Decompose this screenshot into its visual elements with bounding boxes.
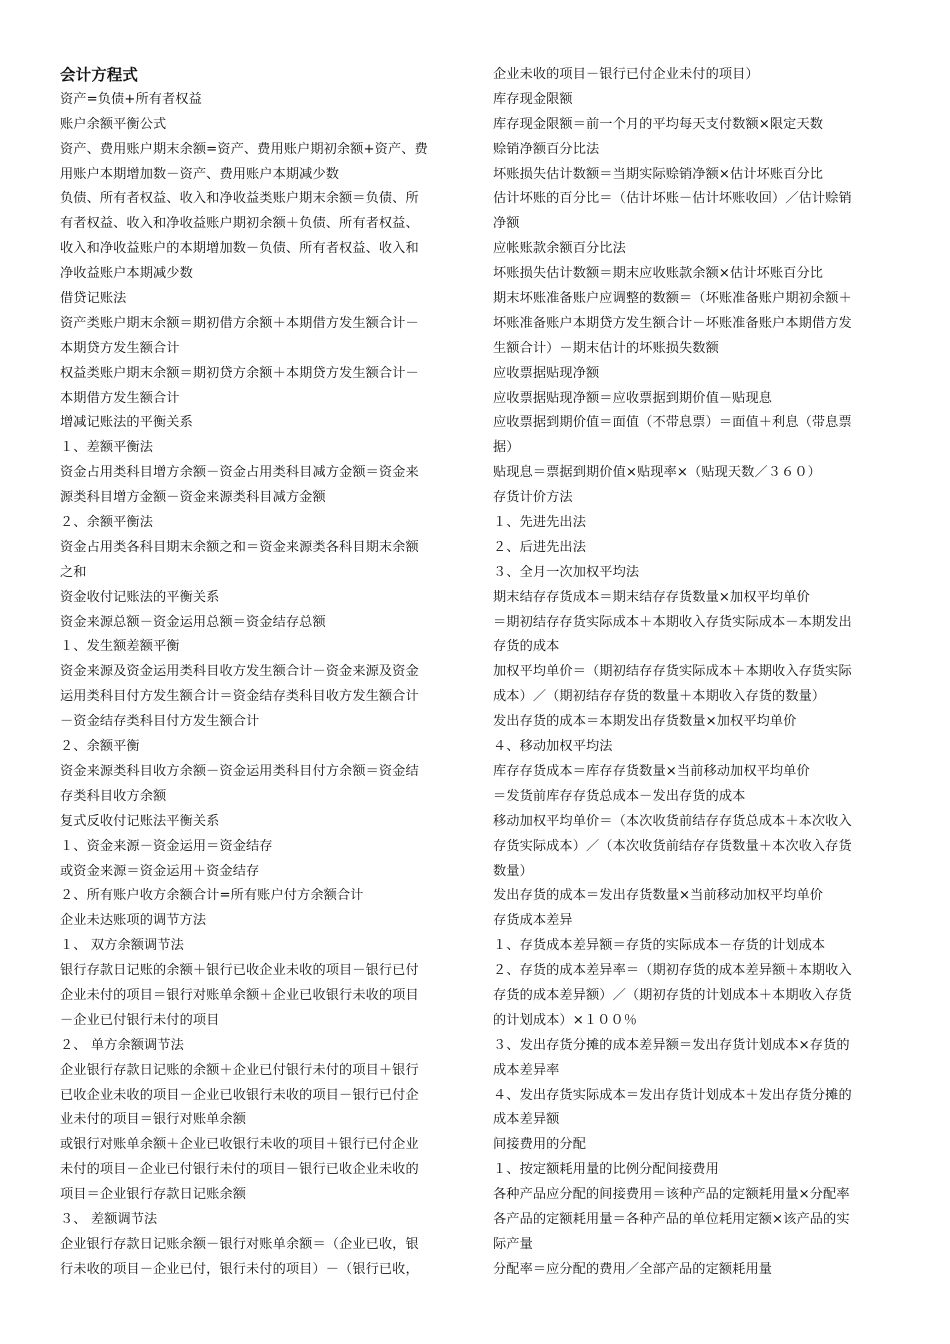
right-text-line: 各种产品应分配的间接费用＝该种产品的定额耗用量×分配率: [493, 1187, 850, 1203]
left-text-line: 本期贷方发生额合计: [60, 340, 180, 356]
left-text-line: 收入和净收益账户的本期增加数－负债、所有者权益、收入和: [60, 241, 419, 257]
right-text-line: 应收票据到期价值＝面值（不带息票）＝面值＋利息（带息票: [493, 415, 852, 431]
right-text-line: 成本差异额: [493, 1112, 560, 1128]
left-text-line: ２、余额平衡: [60, 739, 140, 755]
right-text-line: 分配率＝应分配的费用／全部产品的定额耗用量: [493, 1261, 773, 1277]
left-text-line: 资金占用类科目增方余额－资金占用类科目减方金额＝资金来: [60, 465, 419, 481]
right-text-line: １、按定额耗用量的比例分配间接费用: [493, 1162, 719, 1178]
right-text-line: 各产品的定额耗用量＝各种产品的单位耗用定额×该产品的实: [493, 1211, 850, 1227]
right-text-line: 贴现息＝票据到期价值×贴现率×（贴现天数／３６０）: [493, 465, 821, 481]
right-text-line: 存货的成本差异额）／（期初存货的计划成本＋本期收入存货: [493, 987, 852, 1003]
right-text-line: ＝期初结存存货实际成本＋本期收入存货实际成本－本期发出: [493, 614, 852, 630]
right-text-line: 发出存货的成本＝发出存货数量×当前移动加权平均单价: [493, 888, 824, 904]
left-text-line: 行未收的项目－企业已付，银行未付的项目）－（银行已收，: [60, 1261, 419, 1277]
left-text-line: －企业已付银行未付的项目: [60, 1012, 220, 1028]
right-text-line: ３、全月一次加权平均法: [493, 564, 640, 580]
right-text-line: 生额合计）－期末估计的坏账损失数额: [493, 340, 719, 356]
left-text-line: 净收益账户本期减少数: [60, 266, 193, 282]
right-text-line: 期末坏账准备账户应调整的数额＝（坏账准备账户期初余额＋: [493, 291, 852, 307]
left-text-line: ３、 差额调节法: [60, 1211, 158, 1227]
left-text-line: 权益类账户期末余额＝期初贷方余额＋本期贷方发生额合计－: [60, 365, 419, 381]
right-text-line: 净额: [493, 216, 520, 232]
left-text-line: 资产、费用账户期末余额=资产、费用账户期初余额+资产、费: [60, 141, 428, 157]
left-text-line: １、 双方余额调节法: [60, 938, 184, 954]
left-text-line: 或银行对账单余额＋企业已收银行未收的项目＋银行已付企业: [60, 1137, 419, 1153]
right-text-line: 应收票据贴现净额＝应收票据到期价值－贴现息: [493, 390, 773, 406]
right-text-line: ４、移动加权平均法: [493, 739, 613, 755]
left-text-line: 企业未付的项目＝银行对账单余额＋企业已收银行未收的项目: [60, 987, 419, 1003]
right-text-line: 成本）／（期初结存存货的数量＋本期收入存货的数量）: [493, 689, 826, 705]
right-text-line: 存货成本差异: [493, 913, 573, 929]
right-text-line: 坏账损失估计数额＝期末应收账款余额×估计坏账百分比: [493, 266, 824, 282]
left-text-line: 资金收付记账法的平衡关系: [60, 589, 220, 605]
right-text-line: 期末结存存货成本＝期末结存存货数量×加权平均单价: [493, 589, 810, 605]
left-text-line: 复式反收付记账法平衡关系: [60, 813, 220, 829]
left-text-column: [60, 63, 462, 1283]
right-text-line: １、先进先出法: [493, 515, 587, 531]
right-text-line: 加权平均单价＝（期初结存存货实际成本＋本期收入存货实际: [493, 664, 852, 680]
left-text-line: 未付的项目－企业已付银行未付的项目－银行已收企业未收的: [60, 1162, 419, 1178]
right-text-line: １、存货成本差异额＝存货的实际成本－存货的计划成本: [493, 938, 826, 954]
right-text-line: 移动加权平均单价＝（本次收货前结存存货总成本＋本次收入: [493, 813, 852, 829]
left-text-line: 企业银行存款日记账的余额＋企业已付银行未付的项目＋银行: [60, 1062, 419, 1078]
left-text-line: 增减记账法的平衡关系: [60, 415, 193, 431]
left-text-line: 资金来源总额－资金运用总额＝资金结存总额: [60, 614, 326, 630]
left-text-line: １、资金来源－资金运用＝资金结存: [60, 838, 273, 854]
left-text-line: 资产=负债+所有者权益: [60, 91, 202, 107]
left-text-line: 企业未达账项的调节方法: [60, 913, 207, 929]
left-text-line: 本期借方发生额合计: [60, 390, 180, 406]
left-text-line: ２、余额平衡法: [60, 515, 154, 531]
left-text-line: 资金来源及资金运用类科目收方发生额合计－资金来源及资金: [60, 664, 419, 680]
left-text-line: 已收企业未收的项目－企业已收银行未收的项目－银行已付企: [60, 1087, 419, 1103]
right-text-line: ＝发货前库存存货总成本－发出存货的成本: [493, 788, 746, 804]
right-text-line: 存货的成本: [493, 639, 560, 655]
right-text-line: ３、发出存货分摊的成本差异额＝发出存货计划成本×存货的: [493, 1037, 850, 1053]
right-text-line: ２、存货的成本差异率＝（期初存货的成本差异额＋本期收入: [493, 963, 852, 979]
right-text-column: [493, 63, 897, 1283]
left-text-line: 运用类科目付方发生额合计＝资金结存类科目收方发生额合计: [60, 689, 419, 705]
right-text-line: 应收票据贴现净额: [493, 365, 600, 381]
right-text-line: ４、发出存货实际成本＝发出存货计划成本＋发出存货分摊的: [493, 1087, 852, 1103]
left-text-line: 账户余额平衡公式: [60, 116, 167, 132]
left-text-line: 资金来源类科目收方余额－资金运用类科目付方余额＝资金结: [60, 763, 419, 779]
left-text-line: ２、 单方余额调节法: [60, 1037, 184, 1053]
left-text-line: －资金结存类科目付方发生额合计: [60, 714, 260, 730]
left-text-line: 有者权益、收入和净收益账户期初余额＋负债、所有者权益、: [60, 216, 419, 232]
right-text-line: 应帐账款余额百分比法: [493, 241, 626, 257]
left-text-line: 源类科目增方金额－资金来源类科目减方金额: [60, 490, 326, 506]
right-text-line: 坏账损失估计数额＝当期实际赊销净额×估计坏账百分比: [493, 166, 824, 182]
left-text-line: 业未付的项目＝银行对账单余额: [60, 1112, 247, 1128]
right-text-line: 赊销净额百分比法: [493, 141, 600, 157]
right-text-line: 估计坏账的百分比＝（估计坏账－估计坏账收回）／估计赊销: [493, 191, 852, 207]
right-text-line: 库存现金限额＝前一个月的平均每天支付数额×限定天数: [493, 116, 824, 132]
left-text-line: 借贷记账法: [60, 291, 127, 307]
left-text-line: 或资金来源＝资金运用＋资金结存: [60, 863, 260, 879]
right-text-line: 的计划成本）×１００％: [493, 1012, 638, 1028]
left-text-line: 之和: [60, 564, 87, 580]
right-text-line: 据）: [493, 440, 520, 456]
left-text-line: 负债、所有者权益、收入和净收益类账户期末余额＝负债、所: [60, 191, 419, 207]
left-text-line: 用账户本期增加数－资产、费用账户本期减少数: [60, 166, 340, 182]
right-text-line: 存货实际成本）／（本次收货前结存存货数量＋本次收入存货: [493, 838, 852, 854]
right-text-line: 发出存货的成本＝本期发出存货数量×加权平均单价: [493, 714, 797, 730]
left-text-line: １、发生额差额平衡: [60, 639, 180, 655]
left-text-line: １、差额平衡法: [60, 440, 154, 456]
right-text-line: 存货计价方法: [493, 490, 573, 506]
left-text-line: ２、所有账户收方余额合计=所有账户付方余额合计: [60, 888, 364, 904]
right-text-line: 间接费用的分配: [493, 1137, 587, 1153]
left-text-line: 项目＝企业银行存款日记账余额: [60, 1187, 247, 1203]
right-text-line: 数量）: [493, 863, 533, 879]
right-text-line: 坏账准备账户本期贷方发生额合计－坏账准备账户本期借方发: [493, 315, 852, 331]
right-text-line: ２、后进先出法: [493, 539, 587, 555]
left-text-line: 银行存款日记账的余额＋银行已收企业未收的项目－银行已付: [60, 963, 419, 979]
right-text-line: 成本差异率: [493, 1062, 560, 1078]
left-text-line: 资金占用类各科目期末余额之和＝资金来源类各科目期末余额: [60, 539, 419, 555]
left-text-line: 资产类账户期末余额＝期初借方余额＋本期借方发生额合计－: [60, 315, 419, 331]
document-title: 会计方程式: [60, 66, 139, 84]
right-text-line: 际产量: [493, 1236, 533, 1252]
right-text-line: 企业未收的项目－银行已付企业未付的项目）: [493, 67, 759, 82]
left-text-line: 存类科目收方余额: [60, 788, 167, 804]
right-text-line: 库存现金限额: [493, 91, 573, 107]
left-text-line: 企业银行存款日记账余额－银行对账单余额＝（企业已收，银: [60, 1236, 419, 1252]
right-text-line: 库存存货成本＝库存存货数量×当前移动加权平均单价: [493, 763, 810, 779]
